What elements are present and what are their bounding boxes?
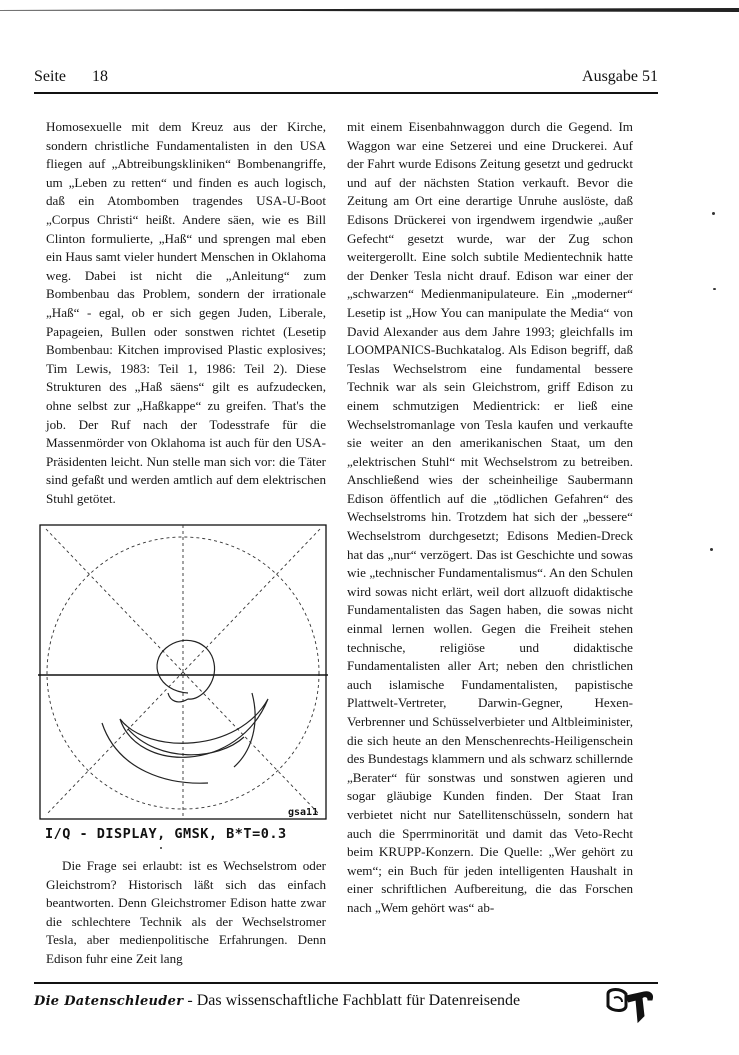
footer-separator: - [187,992,193,1009]
page-footer [34,990,674,1018]
page-header [34,66,658,88]
scan-speck [713,288,716,290]
article-column-left [46,118,326,508]
iq-display-figure [38,523,328,823]
issue-label: Ausgabe 51 [582,68,658,85]
publication-name: Die Datenschleuder [34,994,184,1009]
figure-watermark: gsa11 [288,807,319,818]
page-indicator [34,66,108,88]
paragraph: mit einem Eisenbahnwaggon durch die Gegend. Im Waggon war eine Setzerei und eine Druckerei. Auf der Fahrt wurde Edisons Zeitung gesetzt und gedruckt und auf der nächsten Station verkauft. Bevor die Zeitung am Ort eine derartige Unruhe auslöste, daß Edisons Drückerei von irgendwem irgendwie „außer Gefecht“ gesetzt wurde, war der Zug schon weitergerollt. Eine solch subtile Medientechnik hatte der Denker Tesla nicht drauf. Edison war einer der „schwarzen“ Medienmanipulateure. Ein „moderner“ Lesetip ist „How You can manipulate the Media“ von David Alexander aus dem Jahre 1993; gleichfalls im LOOMPANICS-Buchkatalog. Als Edison begriff, daß Teslas Wechselstrom eine fundamental bessere Technik war als sein Gleichstrom, griff Edison zu einem schmutzigen Medientrick: er ließ eine Wechselstromanlage von Tesla kaufen und verkaufte sie weiter an den amerikanischen Staat, um den „elektrischen Stuhl“ mit Wechselstrom zu betreiben. Anschließend wies der scheinheilige Saubermann Edison öffentlich auf die „tödlichen Gefahren“ des Wechselstroms hin. Trotzdem hat sich der „bessere“ Wechselstrom durchgesetzt; Edisons Medien-Dreck hat das „nur“ verzögert. Das ist Geschichte und sowas wie „technischer Fundamentalismus“. An den Schulen wird sowas nicht erlärt, weil dort allzuoft didaktische Fundamentalisten das Sagen haben, die sowas nicht einmal lernen wollen. Gegen die Freiheit stehen technische, religiöse und didaktische Fundamentalisten aller Art; neben den christlichen auch islamische Fundamentalisten, papistische Plattwelt-Vertreter, Darwin-Gegner, Hexen-Verbrenner und Schüsselverbieter und Altbleiminister, die sich heute an den Menschenrechts-Heiligenschein des Bundestags klammern und als schwarz schillernde „Berater“ für sonstwas und sonstwen agieren und sogar gläubige Kunden finden. Der Staat Iran verbietet nicht nur Satellitenschüsseln, sondern hat auch die Sperrminorität und damit das Veto-Recht beim KRUPP-Konzern. Die Quelle: „Wer gehört zu wem“; ein Buch für jeden intelligenten Haushalt in einer schriftlichen Aufbereitung, die das Forschen nach „Wem gehört was“ ab- [347,119,633,915]
header-rule [34,92,658,94]
iq-display-plot [38,523,328,823]
footer-rule [34,982,658,984]
scan-speck [710,548,713,551]
scan-speck [712,212,715,215]
article-column-right [347,118,633,918]
page-label: Seite [34,68,66,85]
paragraph: Homosexuelle mit dem Kreuz aus der Kirche, sondern christliche Fundamentalisten in den USA fliegen auf „Abtreibungskliniken“ Bombenangriffe, um „Leben zu retten“ und finden es auch logisch, daß ein Atombomben tragendes USA-U-Boot „Corpus Christi“ heißt. Andere säen, wie es Bill Clinton formulierte, „Haß“ und sprengen mal eben ein Haus samt vieler hundert Menschen in Oklahoma weg. Dabei ist nicht die „Anleitung“ zum Bombenbau das Problem, sondern der irrationale „Haß“ - egal, ob er sich gegen Juden, Liberale, Papageien, Bullen oder sonstwen richtet (Lesetip Bombenbau: Kitchen improvised Plastic explosives; Tim Lewis, 1983: Teil 1, 1986: Teil 2). Diese Strukturen des „Haß säens“ gilt es aufzudecken, ohne selbst zur „Haßkappe“ zu greifen. That's the job. Der Ruf nach der Todesstrafe für die Massenmörder von Oklahoma ist auch für den USA-Präsidenten leicht. Nun stelle man sich vor: die Täter sind gefaßt und werden amtlich auf dem elektrischen Stuhl getötet. [46,119,326,506]
page-number: 18 [92,68,108,85]
paragraph: Die Frage sei erlaubt: ist es Wechselstrom oder Gleichstrom? Historisch läßt sich das einfach beantworten. Denn Gleichstromer Edison hatte zwar die schlechtere Technik als der Wechselstromer Tesla, aber medienpolitische Erfahrungen. Denn Edison fuhr eine Zeit lang [46,858,326,966]
publication-tagline: Das wissenschaftliche Fachblatt für Datenreisende [196,992,521,1009]
figure-caption: I/Q - DISPLAY, GMSK, B*T=0.3 [45,826,287,842]
top-rule [0,8,739,12]
chaos-knot-logo-icon [604,986,660,1024]
article-column-left-continued [46,857,326,969]
scan-speck [160,847,162,849]
